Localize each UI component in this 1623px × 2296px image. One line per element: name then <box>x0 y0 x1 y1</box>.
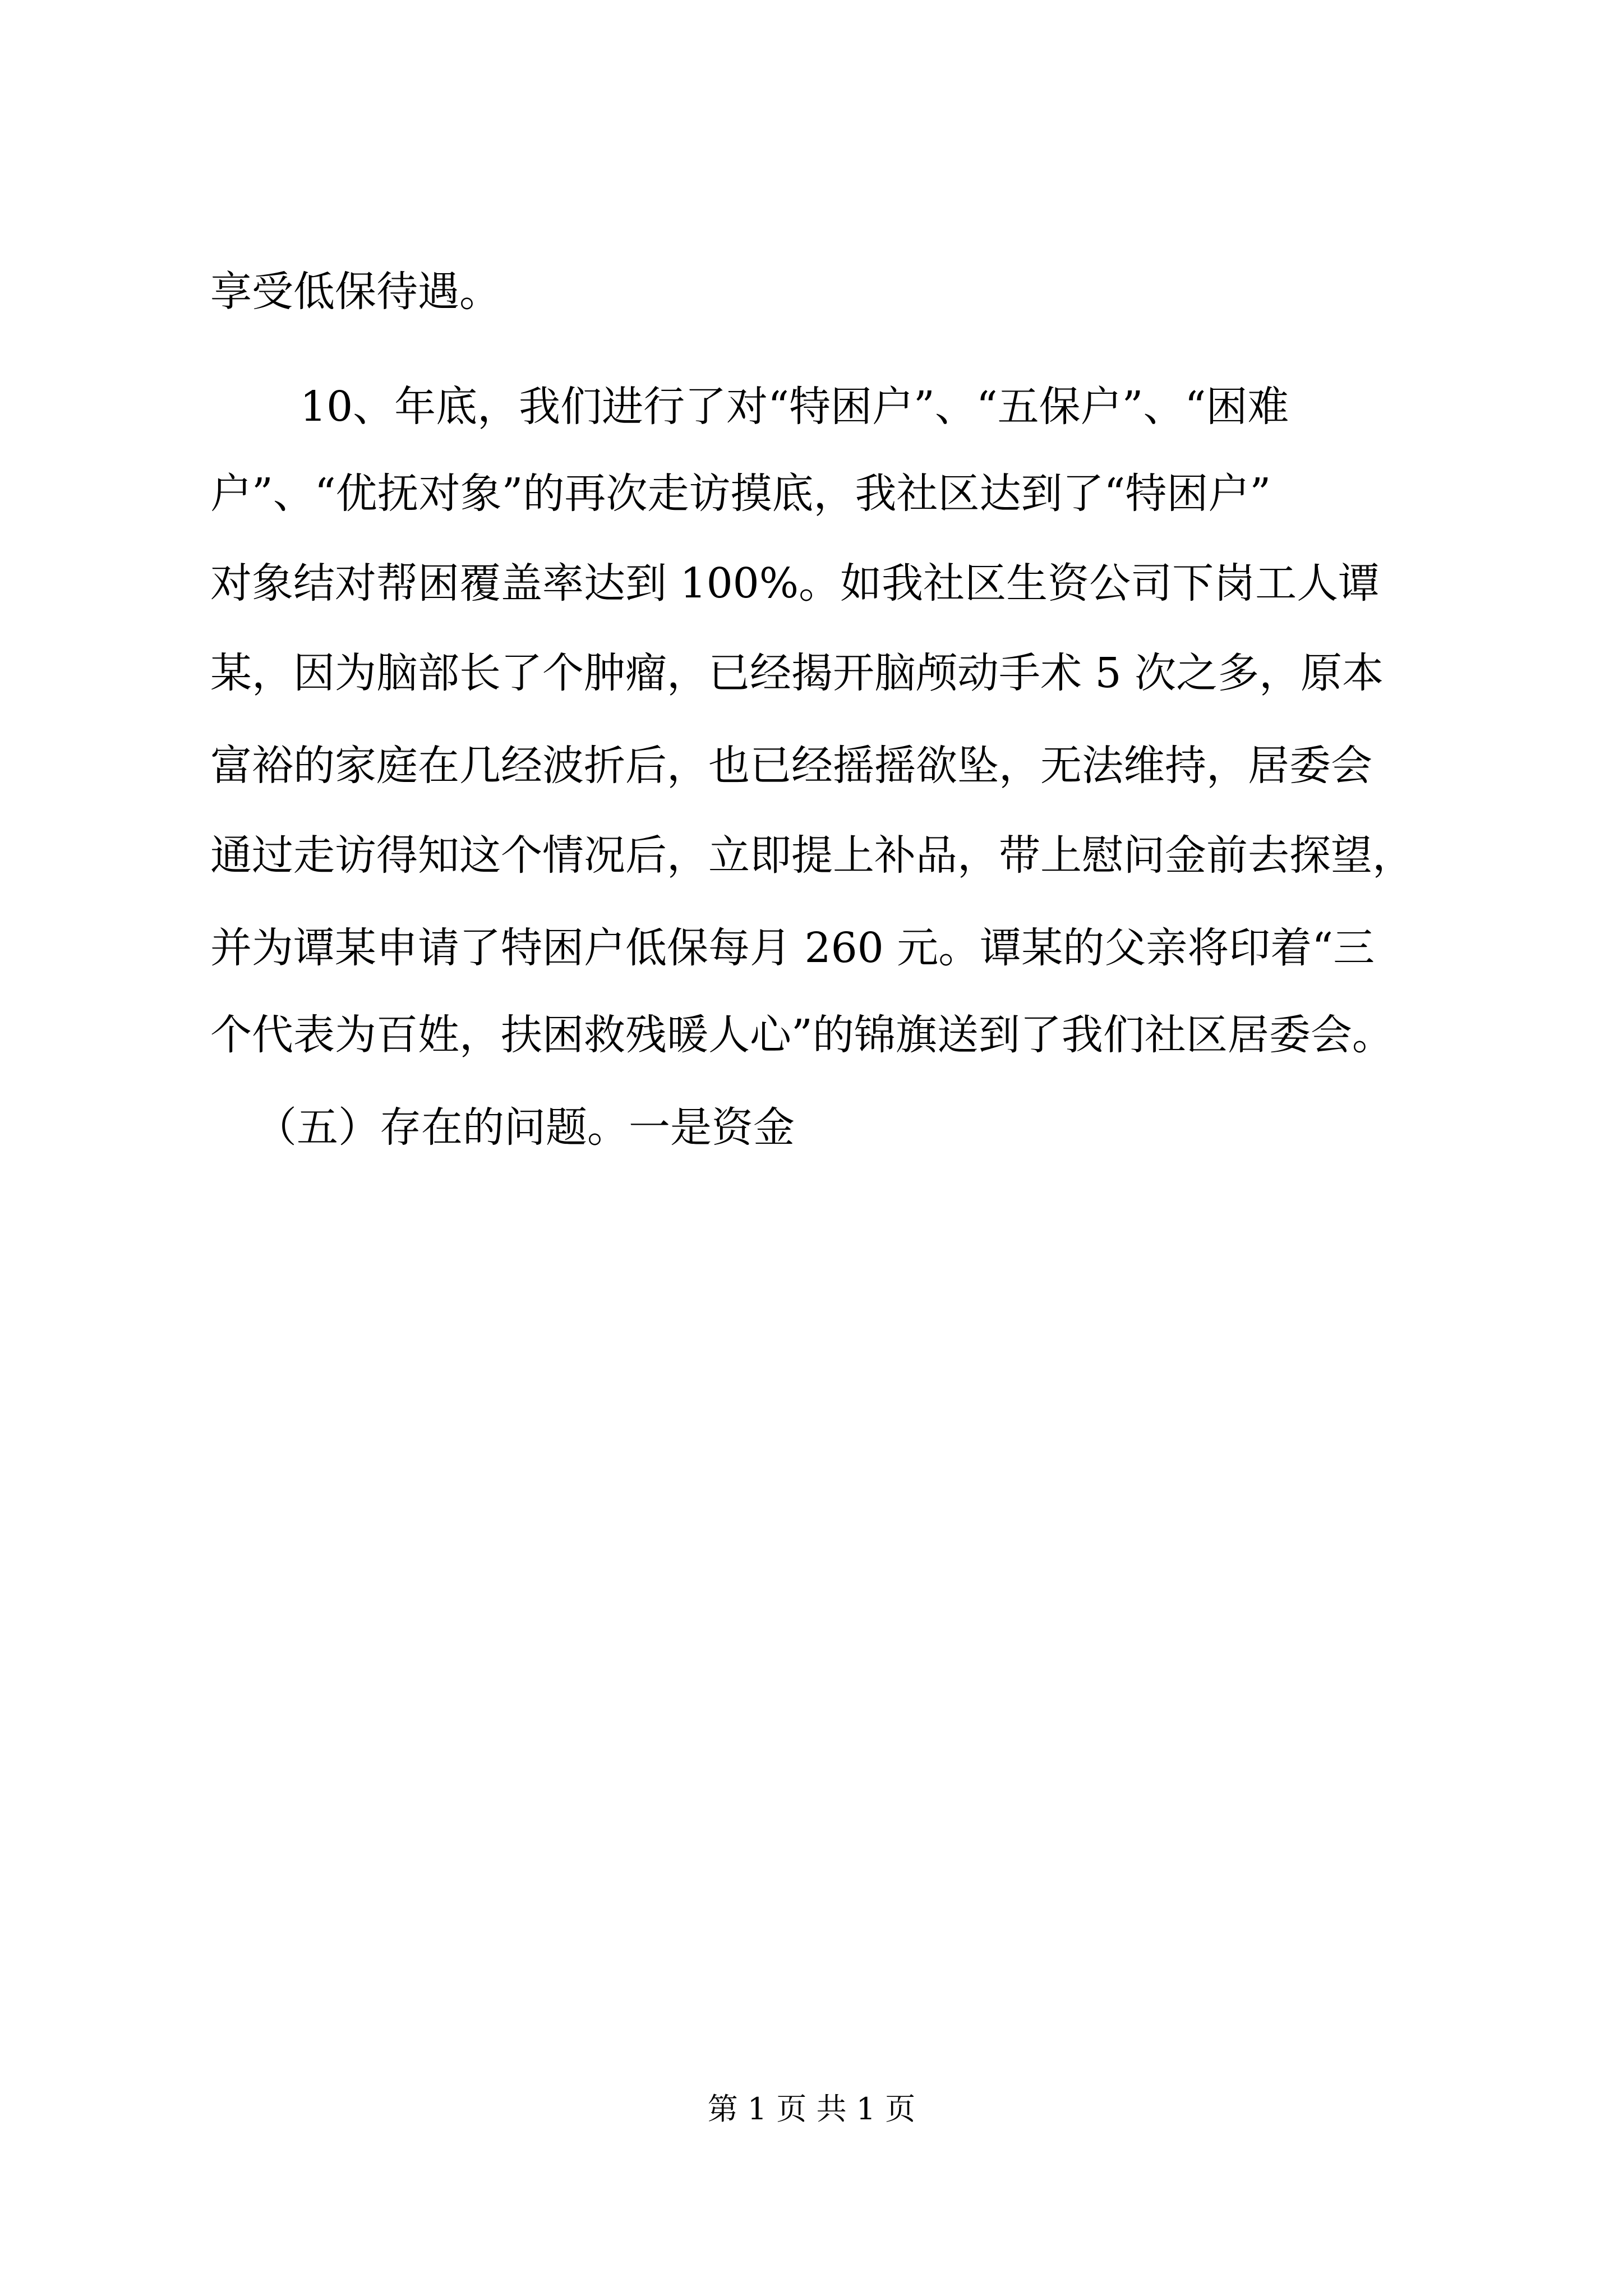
text-line-2: 10、年底，我们进行了对“特困户”、“五保户”、“困难 <box>300 383 1289 431</box>
text-line-6: 富裕的家庭在几经波折后，也已经摇摇欲坠，无法维持，居委会 <box>210 742 1372 790</box>
text-line-5: 某，因为脑部长了个肿瘤，已经揭开脑颅动手术 5 次之多，原本 <box>210 649 1384 697</box>
text-line-3: 户”、“优抚对象”的再次走访摸底，我社区达到了“特困户” <box>210 470 1271 518</box>
text-line-9: 个代表为百姓，扶困救残暖人心”的锦旗送到了我们社区居委会。 <box>210 1011 1394 1059</box>
section-heading-line: （五）存在的问题。一是资金 <box>255 1103 795 1152</box>
text-line-8: 并为谭某申请了特困户低保每月 260 元。谭某的父亲将印着“三 <box>210 924 1375 972</box>
text-line-4: 对象结对帮困覆盖率达到 100%。如我社区生资公司下岗工人谭 <box>210 559 1380 608</box>
page-footer: 第 1 页 共 1 页 <box>707 2091 916 2127</box>
text-line-7: 通过走访得知这个情况后，立即提上补品，带上慰问金前去探望， <box>210 831 1414 880</box>
text-line-1: 享受低保待遇。 <box>210 268 501 316</box>
